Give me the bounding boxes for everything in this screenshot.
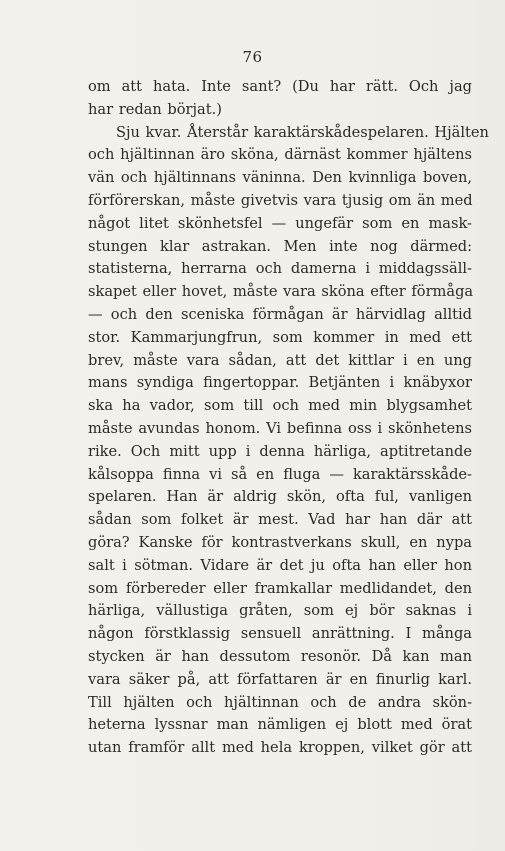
text-line: stycken är han dessutom resonör. Då kan man — [88, 647, 472, 665]
text-line: statisterna, herrarna och damerna i middagssäll- — [88, 260, 472, 278]
text-line: Till hjälten och hjältinnan och de andra skön- — [88, 693, 472, 711]
text-line: stor. Kammarjungfrun, som kommer in med ett — [88, 328, 472, 346]
body-text — [88, 76, 489, 760]
text-line: ska ha vador, som till och med min blygsamhet — [88, 397, 472, 415]
text-line: rike. Och mitt upp i denna härliga, aptitretande — [88, 442, 472, 460]
text-line: brev, måste vara sådan, att det kittlar i en ung — [88, 351, 472, 369]
text-line: sådan som folket är mest. Vad har han där att — [88, 511, 472, 529]
text-line: spelaren. Han är aldrig skön, ofta ful, vanligen — [88, 488, 472, 506]
text-line: salt i sötman. Vidare är det ju ofta han eller hon — [88, 556, 472, 574]
text-line: något litet skönhetsfel — ungefär som en mask- — [88, 214, 472, 232]
paragraph-start-line: Sju kvar. Återstår karaktärskådespelaren. Hjälten — [116, 123, 489, 141]
text-line: heterna lyssnar man nämligen ej blott med örat — [88, 716, 472, 734]
text-line: mans syndiga fingertoppar. Betjänten i knäbyxor — [88, 374, 472, 392]
page-number: 76 — [242, 48, 263, 66]
text-line: vara säker på, att författaren är en finurlig karl. — [88, 670, 472, 688]
text-line: har redan börjat.) — [88, 100, 222, 118]
text-line: utan framför allt med hela kroppen, vilket gör att — [88, 739, 472, 757]
text-line: förförerskan, måste givetvis vara tjusig om än med — [88, 191, 473, 209]
text-line: som förbereder eller framkallar medlidandet, den — [88, 579, 472, 597]
text-line: kålsoppa finna vi så en fluga — karaktärsskåde- — [88, 465, 472, 483]
text-line: måste avundas honom. Vi befinna oss i skönhetens — [88, 419, 472, 437]
text-line: om att hata. Inte sant? (Du har rätt. Och jag — [88, 78, 472, 95]
text-line: stungen klar astrakan. Men inte nog därmed: — [88, 237, 472, 255]
text-line: vän och hjältinnans väninna. Den kvinnliga boven, — [88, 169, 472, 187]
text-line: någon förstklassig sensuell anrättning. I många — [88, 625, 472, 643]
text-line: härliga, vällustiga gråten, som ej bör saknas i — [88, 602, 472, 620]
text-line: — och den sceniska förmågan är härvidlag alltid — [88, 305, 472, 323]
text-line: och hjältinnan äro sköna, därnäst kommer hjältens — [88, 146, 472, 164]
text-line: göra? Kanske för kontrastverkans skull, en nypa — [88, 533, 472, 551]
text-line: skapet eller hovet, måste vara sköna efter förmåga — [88, 283, 474, 301]
